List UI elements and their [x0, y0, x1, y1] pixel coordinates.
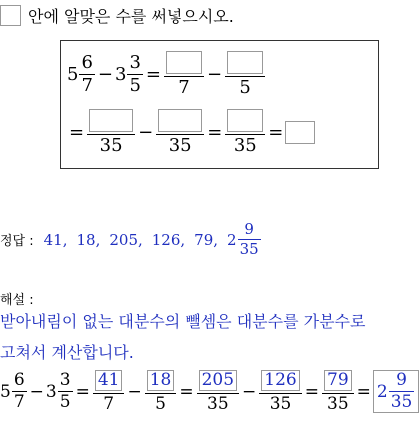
problem-line-2 — [67, 109, 315, 155]
question-text: 안에 알맞은 수를 써넣으시오. — [28, 6, 234, 26]
blank-box-icon — [0, 5, 21, 26]
fraction-1: $\frac{6}{7}$ — [81, 51, 93, 96]
solution-fraction-b: $\frac{18}{5}$ — [145, 370, 177, 413]
solution-fraction-c: $\frac{205}{35}$ — [197, 370, 239, 413]
fraction-2: $\frac{3}{5}$ — [129, 51, 141, 96]
problem-line-1 — [67, 51, 266, 97]
solution-fraction-e: $\frac{79}{35}$ — [322, 370, 354, 413]
answer-blank-1[interactable] — [166, 51, 202, 74]
equals-sign: = — [207, 121, 223, 143]
answer-fraction: $\frac{9}{35}$ — [239, 220, 259, 258]
answer-values — [44, 222, 262, 257]
fraction-blank-d: 35 — [156, 109, 204, 155]
answer-blank-3[interactable] — [89, 109, 133, 132]
answer-value: 205, — [109, 230, 143, 249]
whole-2: 3 — [115, 63, 127, 85]
question-header — [0, 2, 234, 28]
solution-fraction-a: $\frac{41}{7}$ — [93, 370, 125, 413]
solution-line-2: 고쳐서 계산합니다. — [0, 343, 134, 362]
fraction-blank-e: 35 — [225, 109, 265, 155]
answer-blank-4[interactable] — [158, 109, 202, 132]
equals-sign: = — [145, 63, 161, 85]
solution-result: 2 $\frac{9}{35}$ — [373, 370, 419, 413]
answer-value: 18, — [76, 230, 101, 249]
solution-line-1: 받아내림이 없는 대분수의 뺄셈은 대분수를 가분수로 — [0, 312, 366, 331]
minus-sign: − — [207, 63, 223, 85]
equals-sign: = — [268, 121, 284, 143]
answer-blank-2[interactable] — [227, 51, 263, 74]
equals-sign: = — [69, 121, 85, 143]
problem-box — [60, 40, 379, 169]
fraction-blank-c: 35 — [87, 109, 135, 155]
answer-row — [0, 222, 262, 257]
answer-blank-6[interactable] — [285, 121, 315, 144]
whole-1: 5 — [67, 63, 79, 85]
solution-label: 해설 : — [0, 293, 34, 308]
solution-equation: 5 $\frac{6}{7}$ − 3 $\frac{3}{5}$ = $\frac{41}{7}$ − $\frac{18}{5}$ = $\frac{205}{35}$ − $\frac{126}{35}$ = $\frac{79}{35}$ = 2 $\frac{9}{35}$ — [0, 370, 419, 413]
answer-value: 126, — [151, 230, 186, 249]
solution-text — [0, 306, 400, 368]
solution-fraction-d: $\frac{126}{35}$ — [259, 370, 301, 413]
minus-sign: − — [97, 63, 113, 85]
minus-sign: − — [138, 121, 154, 143]
fraction-blank-a: 7 — [164, 51, 204, 97]
answer-mixed-whole: 2 — [227, 230, 237, 249]
answer-value: 41, — [43, 230, 68, 249]
answer-label: 정답 : — [0, 234, 34, 249]
answer-blank-5[interactable] — [227, 109, 263, 132]
answer-value: 79, — [194, 230, 219, 249]
fraction-blank-b: 5 — [225, 51, 265, 97]
